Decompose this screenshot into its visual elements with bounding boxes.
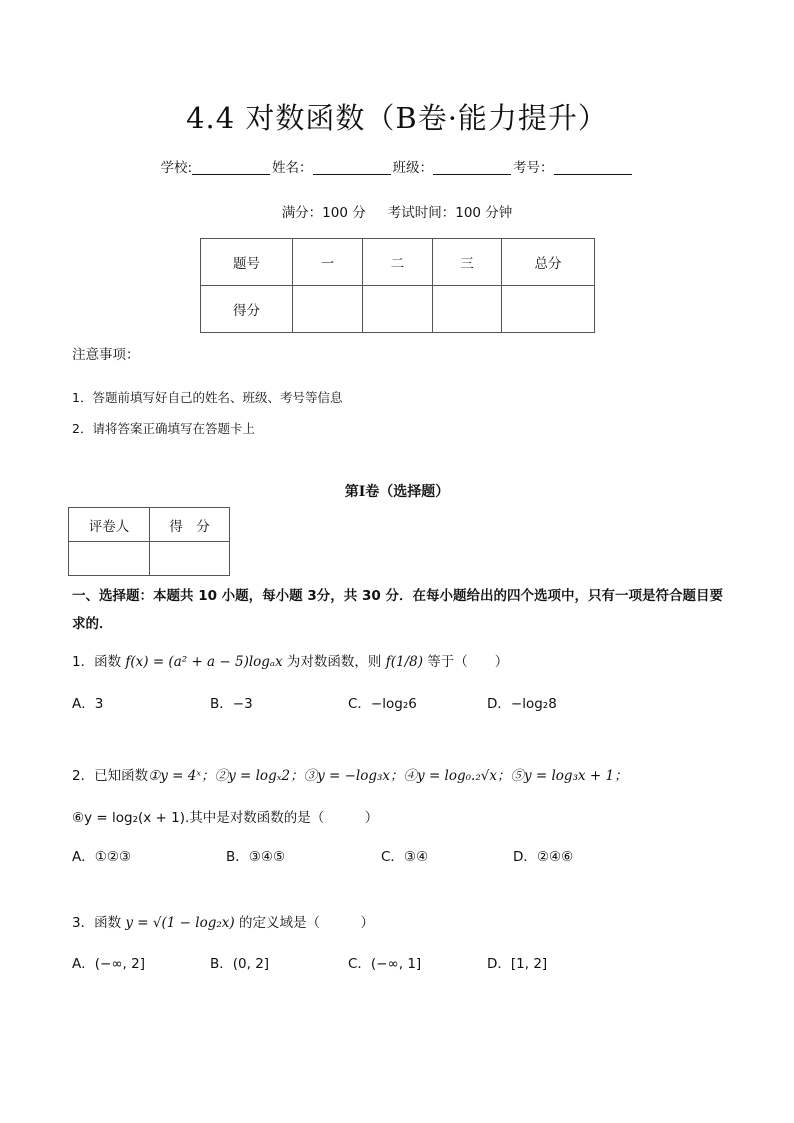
question-3 xyxy=(72,911,374,931)
exam-no-label: 考号： xyxy=(513,160,554,176)
score-cell: 三 xyxy=(433,239,502,286)
score-row-label: 得分 xyxy=(201,286,293,333)
section-title: 第Ⅰ卷（选择题） xyxy=(344,484,450,500)
exam-meta xyxy=(0,201,794,221)
q1-middle: 为对数函数，则 xyxy=(286,654,382,670)
q3-option-b[interactable]: B．(0, 2] xyxy=(210,956,270,972)
question-1 xyxy=(72,650,508,670)
q1-option-b[interactable]: B．−3 xyxy=(210,696,253,712)
class-blank[interactable] xyxy=(433,160,511,175)
q1-prefix: 1．函数 xyxy=(72,654,122,670)
q3-expression: y = √(1 − log₂x) xyxy=(125,915,235,931)
notes-heading: 注意事项： xyxy=(72,347,140,363)
class-label: 班级： xyxy=(392,160,434,176)
name-label: 姓名： xyxy=(272,160,313,176)
score-cell: 二 xyxy=(363,239,433,286)
grader-table xyxy=(68,507,230,576)
score-entry[interactable] xyxy=(502,286,595,333)
score-table-header-row xyxy=(201,239,595,286)
q3-prefix: 3．函数 xyxy=(72,915,122,931)
page-title: 4.4 对数函数（B卷·能力提升） xyxy=(186,101,608,135)
score-entry[interactable] xyxy=(433,286,502,333)
q3-option-d[interactable]: D．[1, 2] xyxy=(487,956,548,972)
q3-option-c[interactable]: C．(−∞, 1] xyxy=(348,956,422,972)
q2-option-d[interactable]: D．②④⑥ xyxy=(513,849,574,865)
name-blank[interactable] xyxy=(313,160,391,175)
part-heading: 一、选择题：本题共 10 小题，每小题 3分，共 30 分．在每小题给出的四个选项中，只有一项是符合题目要求的． xyxy=(72,588,723,632)
score-cell: 一 xyxy=(293,239,363,286)
note-item: 2．请将答案正确填写在答题卡上 xyxy=(72,421,255,436)
q2-option-b[interactable]: B．③④⑤ xyxy=(226,849,286,865)
score-entry[interactable] xyxy=(363,286,433,333)
q1-option-a[interactable]: A．3 xyxy=(72,696,104,712)
q2-line1: ①y = 4ˣ；②y = logₓ2；③y = −log₃x；④y = log₀.₂√x；⑤y = log₃x + 1； xyxy=(148,768,628,784)
school-blank[interactable] xyxy=(192,160,270,175)
q1-f-value: f(1/8) xyxy=(385,654,423,670)
student-info-line xyxy=(0,156,794,176)
score-table xyxy=(200,238,595,333)
grader-score-label: 得 分 xyxy=(150,508,230,542)
note-item: 1．答题前填写好自己的姓名、班级、考号等信息 xyxy=(72,390,343,405)
grader-label: 评卷人 xyxy=(69,508,150,542)
score-table-score-row xyxy=(201,286,595,333)
full-score: 满分：100 分 xyxy=(281,205,366,221)
q2-prefix: 2．已知函数 xyxy=(72,768,149,784)
q1-function: f(x) = (a² + a − 5)logₐx xyxy=(125,654,283,670)
q1-suffix: 等于（ ） xyxy=(427,654,509,670)
q2-option-a[interactable]: A．①②③ xyxy=(72,849,132,865)
grader-entry[interactable] xyxy=(69,542,150,576)
question-2-line2: ⑥y = log₂(x + 1).其中是对数函数的是（ ） xyxy=(72,810,379,826)
score-entry[interactable] xyxy=(293,286,363,333)
exam-no-blank[interactable] xyxy=(554,160,632,175)
q3-option-a[interactable]: A．(−∞, 2] xyxy=(72,956,145,972)
q1-option-d[interactable]: D．−log₂8 xyxy=(487,696,557,712)
score-cell: 题号 xyxy=(201,239,293,286)
q2-option-c[interactable]: C．③④ xyxy=(381,849,429,865)
grader-score-entry[interactable] xyxy=(150,542,230,576)
q1-option-c[interactable]: C．−log₂6 xyxy=(348,696,417,712)
school-label: 学校: xyxy=(160,160,193,176)
score-cell: 总分 xyxy=(502,239,595,286)
exam-time: 考试时间：100 分钟 xyxy=(387,205,513,221)
q3-suffix: 的定义域是（ ） xyxy=(238,915,374,931)
question-2 xyxy=(72,764,628,784)
